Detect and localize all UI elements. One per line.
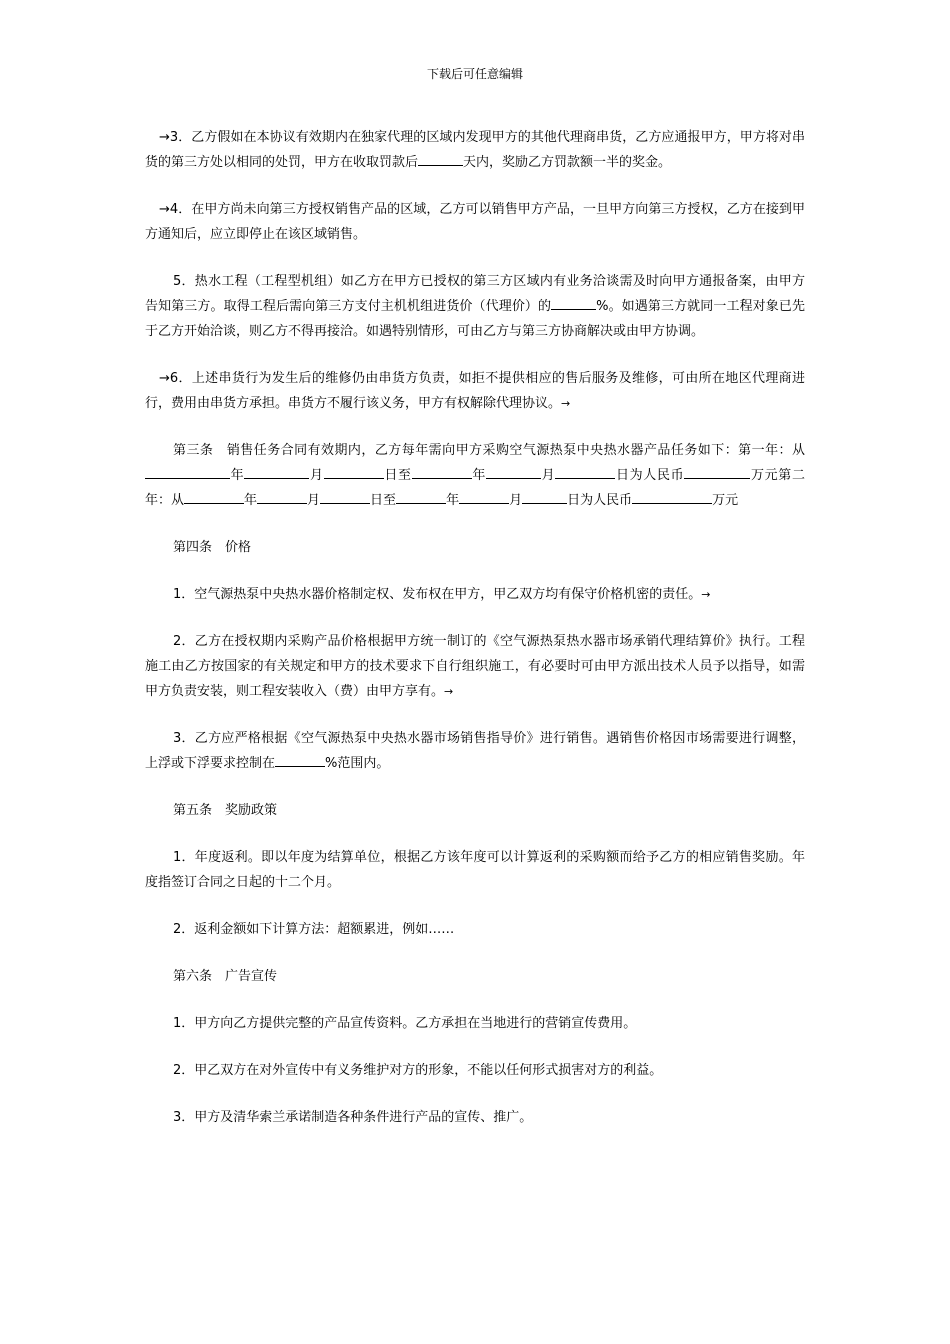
- article-5-item-2: 2．返利金额如下计算方法：超额累进，例如……: [173, 922, 455, 937]
- article-5-title: 第五条 奖励政策: [173, 803, 278, 818]
- blank-days[interactable]: [418, 151, 463, 166]
- page-header: 下载后可任意编辑: [426, 67, 523, 81]
- article-4-item-3: [145, 726, 805, 776]
- blank-y2-start-month[interactable]: [257, 489, 307, 504]
- clause-6-text: 6．上述串货行为发生后的维修仍由串货方负责，如拒不提供相应的售后服务及维修，可由所在地区代理商进行，费用由串货方承担。串货方不履行该义务，甲方有权解除代理协议。: [145, 371, 805, 411]
- article-4-item-3-text-a: 3．乙方应严格根据《空气源热泵中央热水器市场销售指导价》进行销售。遇销售价格因市场需要进行调整，上浮或下浮要求控制在: [145, 731, 805, 771]
- blank-y2-end-day[interactable]: [522, 489, 567, 504]
- arrow-mark: →: [159, 130, 170, 145]
- arrow-mark: →: [159, 371, 170, 386]
- clause-3-text-b: 天内，奖励乙方罚款额一半的奖金。: [463, 155, 672, 170]
- blank-y1-start-month[interactable]: [244, 464, 309, 479]
- article-4-title: 第四条 价格: [173, 540, 252, 555]
- article-4-item-2-text: 2．乙方在授权期内采购产品价格根据甲方统一制订的《空气源热泵热水器市场承销代理结算价》执行。工程施工由乙方按国家的有关规定和甲方的技术要求下自行组织施工，有必要时可由甲方派出技术人员予以指导，如需甲方负责安装，则工程安装收入（费）由甲方享有。: [145, 634, 805, 699]
- year-label: 年: [446, 493, 460, 508]
- end-arrow-mark: →: [561, 397, 571, 410]
- year-label: 年: [230, 468, 245, 483]
- day-to-label: 日至: [383, 468, 412, 483]
- blank-y2-end-year[interactable]: [396, 489, 446, 504]
- arrow-mark: →: [159, 202, 170, 217]
- clause-item-5: [145, 269, 805, 344]
- blank-price-range[interactable]: [275, 752, 325, 767]
- article-6-item-2: 2．甲乙双方在对外宣传中有义务维护对方的形象，不能以任何形式损害对方的利益。: [173, 1063, 663, 1078]
- blank-y2-start-year[interactable]: [184, 489, 244, 504]
- year-label: 年: [244, 493, 258, 508]
- article-6-item-1: 1．甲方向乙方提供完整的产品宣传资料。乙方承担在当地进行的营销宣传费用。: [173, 1016, 637, 1031]
- year-label: 年: [471, 468, 486, 483]
- blank-y2-end-month[interactable]: [459, 489, 509, 504]
- day-to-label: 日至: [370, 493, 397, 508]
- blank-y1-end-year[interactable]: [412, 464, 472, 479]
- article-5-item-1: 1．年度返利。即以年度为结算单位，根据乙方该年度可以计算返利的采购额而给予乙方的相应销售奖励。年度指签订合同之日起的十二个月。: [145, 850, 805, 890]
- end-arrow-mark: →: [444, 685, 454, 698]
- article-4-item-1-text: 1．空气源热泵中央热水器价格制定权、发布权在甲方，甲乙双方均有保守价格机密的责任。: [173, 587, 702, 602]
- blank-y1-start-day[interactable]: [324, 464, 384, 479]
- blank-y1-end-month[interactable]: [486, 464, 541, 479]
- blank-y1-start-year[interactable]: [145, 464, 230, 479]
- blank-percent[interactable]: [551, 295, 596, 310]
- clause-5-text-b: %。如遇第三方就同一工程对象已先于乙方开始洽谈，则乙方不得再接洽。如遇特别情形，可由乙方与第三方协商解决或由甲方协调。: [145, 299, 805, 339]
- document-body: [145, 125, 805, 1152]
- blank-y1-end-day[interactable]: [555, 464, 615, 479]
- wan-second-label: 万元第二年：从: [145, 468, 805, 508]
- blank-y2-start-day[interactable]: [320, 489, 370, 504]
- clause-4-text: 4．在甲方尚未向第三方授权销售产品的区域，乙方可以销售甲方产品，一旦甲方向第三方授权，乙方在接到甲方通知后，应立即停止在该区域销售。: [145, 202, 805, 242]
- article-3-lead: 第三条 销售任务合同有效期内，乙方每年需向甲方采购空气源热泵中央热水器产品任务如下：第一年：从: [173, 443, 805, 458]
- article-6-item-3: 3．甲方及清华索兰承诺制造各种条件进行产品的宣传、推广。: [173, 1110, 533, 1125]
- day-rmb-label: 日为人民币: [567, 493, 633, 508]
- blank-y1-amount[interactable]: [684, 464, 744, 479]
- article-6-title: 第六条 广告宣传: [173, 969, 278, 984]
- month-label: 月: [509, 493, 523, 508]
- clause-item-3: [145, 125, 805, 175]
- article-4-item-3-text-b: %范围内。: [325, 756, 390, 771]
- clause-5-text-a: 5．热水工程（工程型机组）如乙方在甲方已授权的第三方区域内有业务洽谈需及时向甲方通报备案，由甲方告知第三方。取得工程后需向第三方支付主机机组进货价（代理价）的: [145, 274, 805, 314]
- month-label: 月: [309, 468, 324, 483]
- clause-item-6: [145, 366, 805, 416]
- article-3: [145, 438, 805, 513]
- clause-item-4: [145, 197, 805, 247]
- month-label: 月: [307, 493, 321, 508]
- clause-3-text-a: 3．乙方假如在本协议有效期内在独家代理的区域内发现甲方的其他代理商串货，乙方应通报甲方，甲方将对串货的第三方处以相同的处罚，甲方在收取罚款后: [145, 130, 805, 170]
- wan-label: 万元: [712, 493, 739, 508]
- article-4-item-2: [145, 629, 805, 704]
- article-4-item-1: [145, 582, 805, 607]
- end-arrow-mark: →: [701, 588, 711, 601]
- month-label: 月: [540, 468, 556, 483]
- blank-y2-amount[interactable]: [632, 489, 712, 504]
- day-rmb-label: 日为人民币: [615, 468, 685, 483]
